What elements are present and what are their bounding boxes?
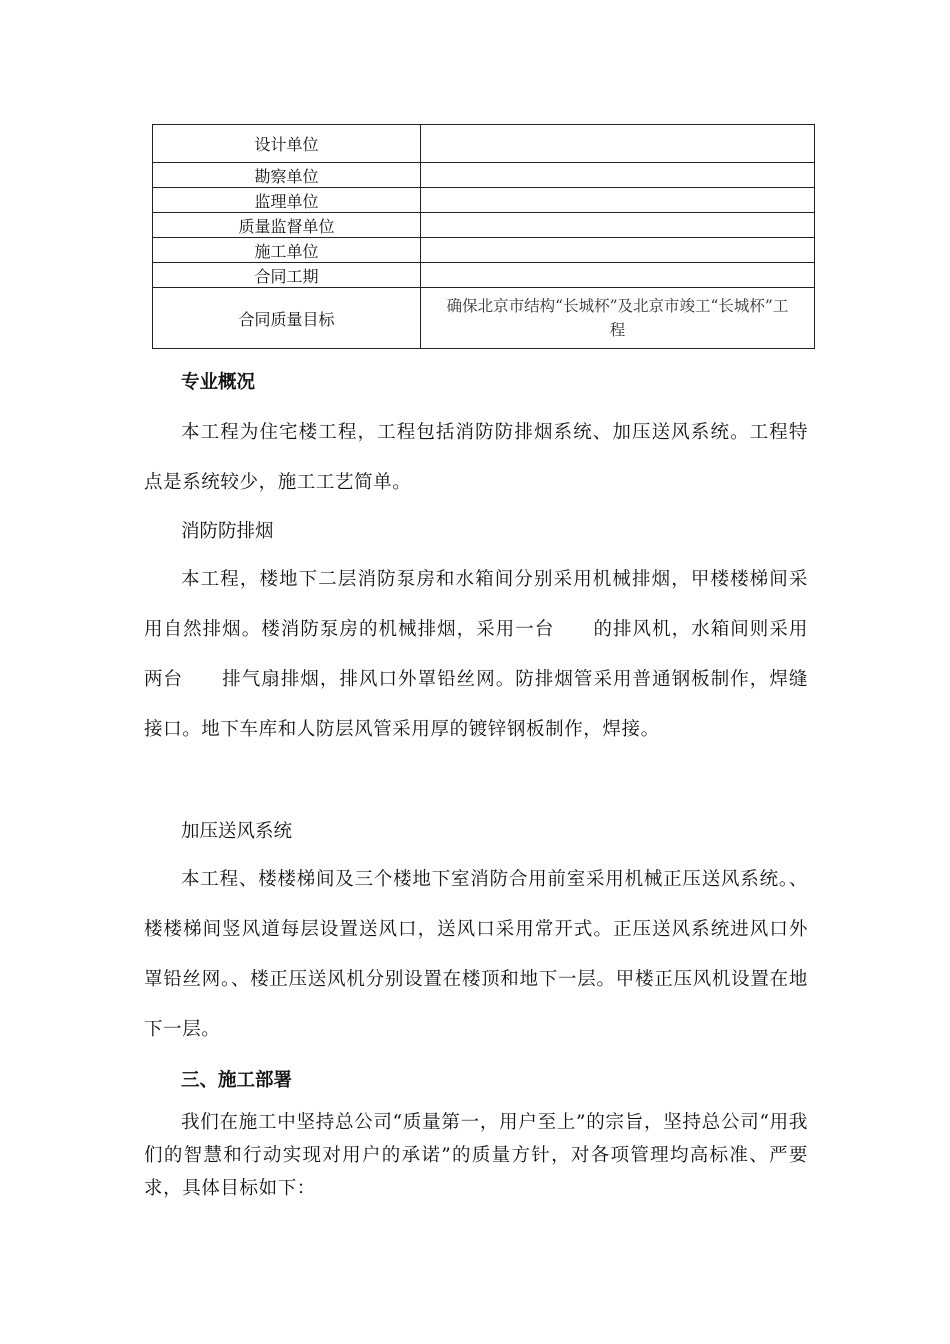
table-value — [421, 163, 815, 188]
section-heading-overview: 专业概况 — [181, 372, 256, 393]
project-info-table — [152, 124, 815, 349]
paragraph-smoke: 本工程，楼地下二层消防泵房和水箱间分别采用机械排烟，甲楼楼梯间采用自然排烟。楼消防泵房的机械排烟，采用一台 的排风机，水箱间则采用两台 排气扇排烟，排风口外罩铅丝网。防排烟管采用普通钢板制作，焊缝接口。地下车库和人防层风管采用厚的镀锌钢板制作，焊接。 — [144, 569, 808, 740]
table-row — [153, 238, 815, 263]
quality-goal-text: 确保北京市结构“长城杯”及北京市竣工“长城杯”工程 — [446, 297, 789, 339]
table-label: 勘察单位 — [153, 163, 421, 188]
table-label: 质量监督单位 — [153, 213, 421, 238]
section-heading-pressure: 加压送风系统 — [181, 821, 293, 842]
table-value — [421, 188, 815, 213]
table-label: 监理单位 — [153, 188, 421, 213]
table-row — [153, 188, 815, 213]
table-label: 设计单位 — [153, 125, 421, 163]
paragraph-deploy: 我们在施工中坚持总公司“质量第一，用户至上”的宗旨，坚持总公司“用我们的智慧和行动实现对用户的承诺”的质量方针，对各项管理均高标准、严要求，具体目标如下： — [144, 1112, 808, 1199]
section-heading-smoke: 消防防排烟 — [181, 521, 274, 542]
table-value — [421, 288, 815, 349]
table-row — [153, 288, 815, 349]
table-label: 施工单位 — [153, 238, 421, 263]
table-row — [153, 213, 815, 238]
table-value — [421, 213, 815, 238]
table-row — [153, 263, 815, 288]
table-row — [153, 125, 815, 163]
table-value — [421, 125, 815, 163]
table-value — [421, 238, 815, 263]
table-row — [153, 163, 815, 188]
paragraph-overview: 本工程为住宅楼工程，工程包括消防防排烟系统、加压送风系统。工程特点是系统较少，施工工艺简单。 — [144, 422, 808, 493]
section-heading-deploy: 三、施工部署 — [181, 1070, 293, 1091]
table-label: 合同质量目标 — [153, 288, 421, 349]
paragraph-pressure: 本工程、楼楼梯间及三个楼地下室消防合用前室采用机械正压送风系统。、楼楼梯间竖风道每层设置送风口，送风口采用常开式。正压送风系统进风口外罩铅丝网。、楼正压送风机分别设置在楼顶和地下一层。甲楼正压风机设置在地下一层。 — [144, 869, 808, 1040]
table-value — [421, 263, 815, 288]
table-label: 合同工期 — [153, 263, 421, 288]
